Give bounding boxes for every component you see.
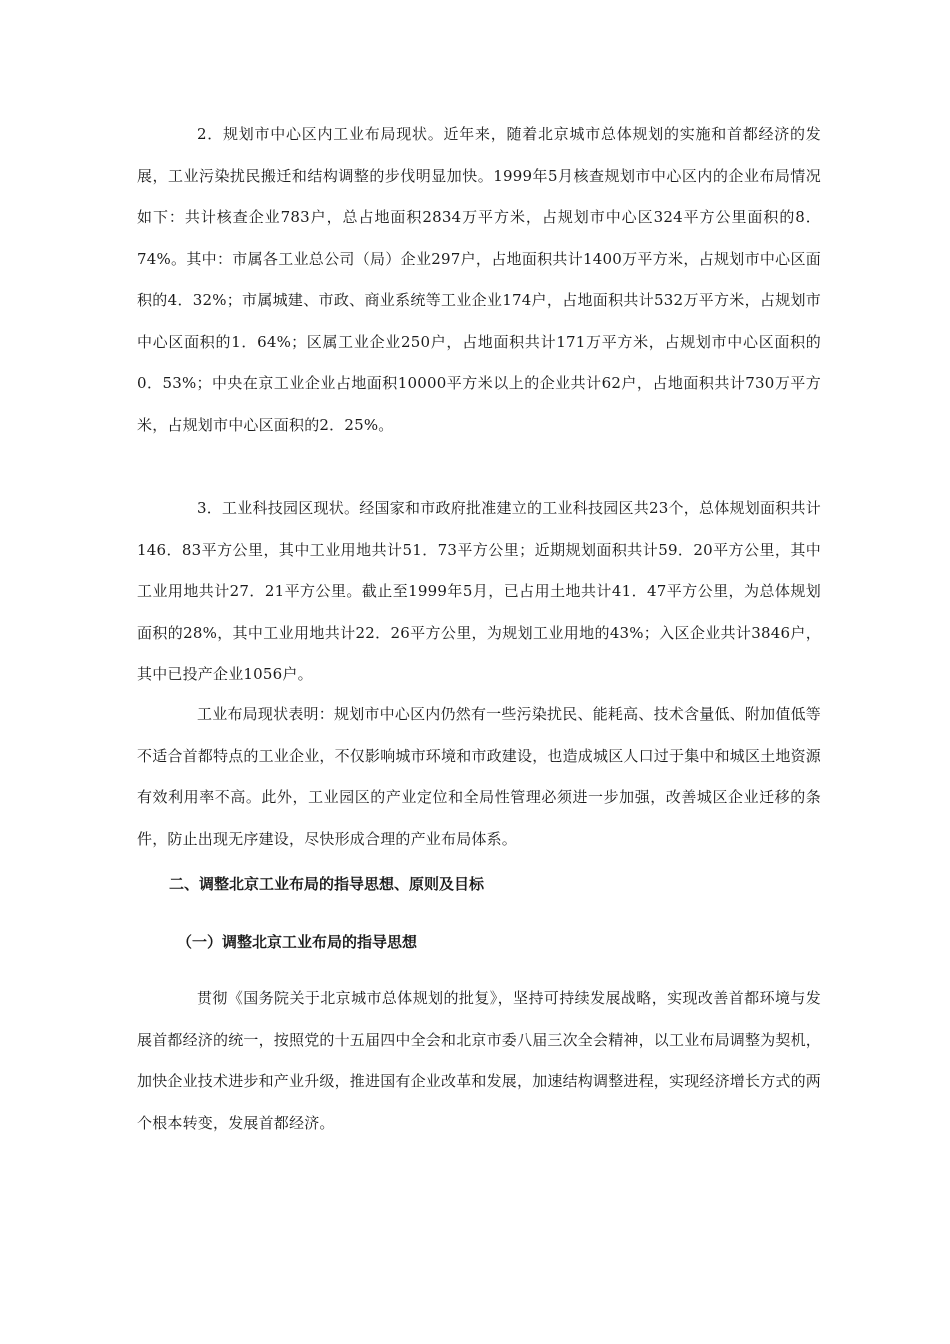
paragraph-guiding-thought: 贯彻《国务院关于北京城市总体规划的批复》，坚持可持续发展战略，实现改善首都环境与发展首都经济的统一，按照党的十五届四中全会和北京市委八届三次全会精神，以工业布局调整为契机，加快企业技术进步和产业升级，推进国有企业改革和发展，加速结构调整进程，实现经济增长方式的两个根本转变，发展首都经济。 <box>137 989 822 1132</box>
paragraph-tech-park-status: 3．工业科技园区现状。经国家和市政府批准建立的工业科技园区共23个，总体规划面积共计146．83平方公里，其中工业用地共计51．73平方公里；近期规划面积共计59．20平方公里，其中工业用地共计27．21平方公里。截止至1999年5月，已占用土地共计41．47平方公里，为总体规划面积的28%，其中工业用地共计22．26平方公里，为规划工业用地的43%；入区企业共计3846户，其中已投产企业1056户。 <box>137 499 821 683</box>
subsection-heading: （一）调整北京工业布局的指导思想 <box>177 933 418 951</box>
paragraph-industrial-layout-status: 2．规划市中心区内工业布局现状。近年来，随着北京城市总体规划的实施和首都经济的发展，工业污染扰民搬迁和结构调整的步伐明显加快。1999年5月核查规划市中心区内的企业布局情况如下：共计核查企业783户，总占地面积2834万平方米，占规划市中心区324平方公里面积的8．74%。其中：市属各工业总公司（局）企业297户，占地面积共计1400万平方米，占规划市中心区面积的4．32%；市属城建、市政、商业系统等工业企业174户，占地面积共计532万平方米，占规划市中心区面积的1．64%；区属工业企业250户，占地面积共计171万平方米，占规划市中心区面积的0．53%；中央在京工业企业占地面积10000平方米以上的企业共计62户，占地面积共计730万平方米，占规划市中心区面积的2．25%。 <box>137 125 821 434</box>
paragraph-layout-conclusion: 工业布局现状表明：规划市中心区内仍然有一些污染扰民、能耗高、技术含量低、附加值低等不适合首都特点的工业企业，不仅影响城市环境和市政建设，也造成城区人口过于集中和城区土地资源有效利用率不高。此外，工业园区的产业定位和全局性管理必须进一步加强，改善城区企业迁移的条件，防止出现无序建设，尽快形成合理的产业布局体系。 <box>137 705 822 848</box>
section-heading: 二、调整北京工业布局的指导思想、原则及目标 <box>169 875 485 893</box>
